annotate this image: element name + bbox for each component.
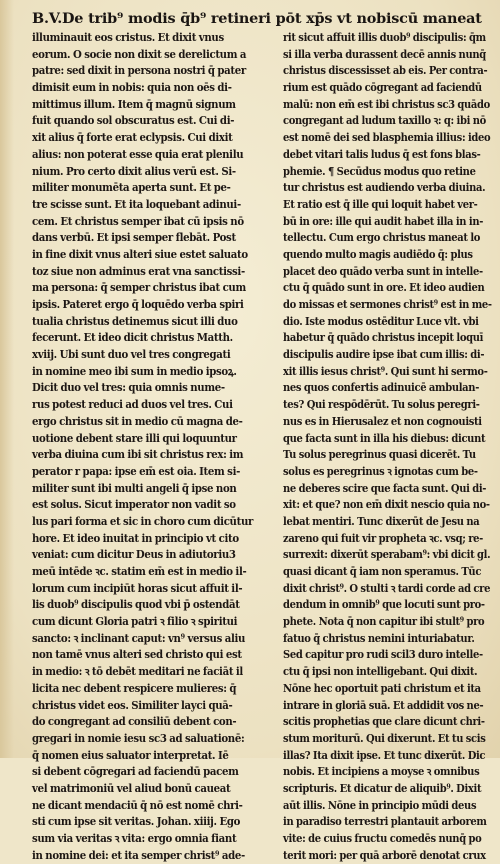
text-line: terit mori: per quā arborē denotat crux [283,848,486,862]
text-line: militer monumēta aperta sunt. Et pe- [32,181,231,195]
text-line: in medio: ꝛ tō debēt meditari ne faciāt il [32,665,243,679]
text-line: tualia christus detinemus sicut illi duo [32,314,238,328]
text-line: stum moriturū. Qui dixerunt. Et tu scis [283,731,486,745]
text-line: est nomē dei sed blasphemia illius: ideo [283,131,491,145]
text-line: rium est quādo cōgregant ad faciendū [283,81,482,95]
text-line: sti cum ipse sit veritas. Johan. xiiij. Ego [32,815,241,829]
text-line: ergo christus sit in medio cū magna de- [32,414,243,428]
text-line: ma persona: q̄ semper christus ibat cum [32,281,246,295]
text-line: non tamē vnus alteri sed christo qui est [32,648,242,662]
text-line: illuminauit eos cristus. Et dixit vnus [32,31,224,44]
text-line: do missas et sermones christ⁹ est in me- [283,298,492,311]
text-line: gregari in nomie iesu sc3 ad saluationē: [32,731,245,745]
text-line: Tu solus peregrinus quasi dicerēt. Tu [283,448,476,462]
text-line: xit alius q̄ forte erat eclypsis. Cui dixit [32,131,233,145]
running-header: B.V.De trib⁹ modis q̄b⁹ retineri pōt xp̄s vt nobiscū maneat [32,10,482,27]
text-line: licita nec debent respicere mulieres: q̄ [32,681,237,695]
text-line: aūt illis. Nōne in principio mūdi deus [283,798,477,812]
text-line: lus pari forma et sic in choro cum dicūtur [32,514,254,528]
text-line: fatuo q̄ christus nemini inturiabatur. [283,631,475,645]
text-line: si debent cōgregari ad faciendū pacem [32,765,239,779]
text-line: do congregant ad consiliū debent con- [32,715,237,729]
text-line: habetur q̄ quādo christus incepit loquī [283,331,484,345]
text-line: lorum cum incipiūt horas sicut affuit il- [32,581,243,595]
text-line: in fine dixit vnus alteri siue estet saluato [32,247,248,261]
text-line: rus potest reduci ad duos vel tres. Cui [32,398,233,412]
text-line: ne dicant mendaciū q̄ nō est nomē chri- [32,798,243,812]
text-line: lebat mentiri. Tunc dixerūt de Jesu na [283,514,480,528]
text-line: xviij. Ubi sunt duo vel tres congregati [32,348,231,362]
text-line: ne deberes scire que facta sunt. Qui di- [283,481,487,495]
text-line: militer sunt ibi multi angeli q̄ ipse non [32,481,237,495]
text-line: sancto: ꝛ inclinant caput: vn⁹ versus aliu [32,631,246,645]
text-line: dans verbū. Et ipsi semper flebāt. Post [32,231,236,245]
text-line: discipulis audire ipse ibat cum illis: di- [283,348,485,362]
text-line: perator r papa: ipse em̄ est oia. Item si- [32,464,240,478]
text-line: nium. Pro certo dixit alius verū est. Si- [32,164,236,178]
text-line: mittimus illum. Item q̄ magnū signum [32,97,236,111]
text-line: eorum. O socie non dixit se derelictum a [32,47,247,61]
text-line: Nōne hec oportuit pati christum et ita [283,681,481,695]
left-column [32,30,270,862]
text-line: scripturis. Et dicatur de aliquib⁹. Dixit [283,781,482,795]
text-line: nes quos confertis adinuicē ambulan- [283,381,479,395]
text-line: in nomine dei: et ita semper christ⁹ ade- [32,848,245,862]
text-line: Sed capitur pro rudi scil3 duro intelle- [283,648,483,662]
text-line: intrare in gloriā suā. Et addidit vos ne- [283,698,484,712]
text-line: hore. Et ideo inuitat in principio vt cito [32,531,239,545]
text-line: ipsis. Pateret ergo q̄ loquēdo verba spiri [32,298,244,311]
text-line: quasi dicant q̄ iam non speramus. Tūc [283,565,482,578]
text-line: cum dicunt Gloria patri ꝛ filio ꝛ spiritui [32,615,238,629]
text-line: meū intēde ꝛc. statim em̄ est in medio il- [32,565,247,578]
text-line: tur christus est audiendo verba diuina. [283,181,486,195]
text-line: in nomine meo ibi sum in medio ipsoꝝ. [32,364,237,378]
text-line: verba diuina cum ibi sit christus rex: im [32,448,244,462]
text-line: tellectu. Cum ergo christus maneat lo [283,231,481,245]
text-line: nobis. Et incipiens a moyse ꝛ omnibus [283,765,480,779]
text-line: christus videt eos. Similiter layci quā- [32,698,233,712]
text-line: solus es peregrinus ꝛ ignotas cum be- [283,464,478,478]
text-line: nus es in Hierusalez et non cognouisti [283,414,482,428]
text-line: q̄ nomen eius saluator interpretat. Iē [32,748,229,762]
text-line: quendo multo magis audiēdo q̄: plus [283,247,473,261]
text-line: dixit christ⁹. O stulti ꝛ tardi corde ad cre [283,581,491,595]
text-line: vel matrimoniū vel aliud bonū caueat [32,781,231,795]
text-line: surrexit: dixerūt sperabam⁹: vbi dicit gl. [283,548,491,562]
text-line: dimisit eum in nobis: quia non oēs di- [32,81,232,95]
text-line: debet vitari talis ludus q̄ est fons blas- [283,147,481,161]
text-line: fuit quando sol obscuratus est. Cui di- [32,114,235,128]
text-line: malū: non em̄ est ibi christus sc3 quādo [283,97,490,111]
text-line: bū in ore: ille qui audit habet illa in in- [283,214,484,228]
text-line: christus discessisset ab eis. Per contra- [283,64,488,78]
text-line: dio. Iste modus ostēditur Luce vlt. vbi [283,314,479,328]
text-line: ctu q̄ ipsi non intelligebant. Qui dixit. [283,665,478,679]
text-line: fecerunt. Et ideo dicit christus Matth. [32,331,233,345]
text-line: si illa verba durassent decē annis nunq̄ [283,47,486,61]
text-line: sum via veritas ꝛ vita: ergo omnia fiant [32,832,237,845]
text-line: rit sicut affuit illis duob⁹ discipulis: q̄m [283,31,486,44]
text-line: xit: et que? non em̄ dixit nescio quia no- [283,498,490,512]
text-line: que facta sunt in illa his diebus: dicunt [283,431,486,445]
text-line: Dicit duo vel tres: quia omnis nume- [32,381,225,395]
text-line: patre: sed dixit in persona nostri q̄ pater [32,64,246,78]
text-line: toz siue non adminus erat vna sanctissi- [32,264,245,278]
text-line: veniat: cum dicitur Deus in adiutoriu3 [32,548,236,562]
text-line: Et ratio est q̄ ille qui loquit habet ver- [283,197,478,211]
text-line: vite: de cuius fructu comedēs nunq̄ po [283,832,482,845]
right-column [283,30,492,862]
text-line: xit illis iesus christ⁹. Qui sunt hi sermo- [283,364,488,378]
text-line: lis duob⁹ discipulis quod vbi p̄ ostendāt [32,598,240,612]
text-line: dendum in omnib⁹ que locuti sunt pro- [283,598,485,612]
text-line: cem. Et christus semper ibat cū ipsis nō [32,214,244,228]
text-line: phemie. ¶ Secūdus modus quo retine [283,164,476,178]
text-line: alius: non poterat esse quia erat plenilu [32,147,244,161]
text-line: scitis prophetias que clare dicunt chri- [283,715,485,729]
text-line: zareno qui fuit vir propheta ꝛc. vsq; re- [283,531,483,545]
text-line: phete. Nota q̄ non capitur ibi stult⁹ pro [283,615,485,629]
text-line: placet deo quādo verba sunt in intelle- [283,264,483,278]
text-line: illas? Ita dixit ipse. Et tunc dixerūt. Dic [283,748,486,762]
page-edge-shadow [0,0,14,758]
text-line: tes? Qui respōdērūt. Tu solus peregri- [283,398,480,412]
text-line: est solus. Sicut imperator non vadit so [32,498,236,512]
text-line: uotione debent stare illi qui loquuntur [32,431,237,445]
text-line: in paradiso terrestri plantauit arborem [283,815,487,829]
text-line: congregant ad ludum taxillo ꝛ: q: ibi nō [283,114,486,128]
text-line: ctu q̄ quādo sunt in ore. Et ideo audien [283,281,485,295]
text-line: tre scisse sunt. Et ita loquebant adinui- [32,197,241,211]
